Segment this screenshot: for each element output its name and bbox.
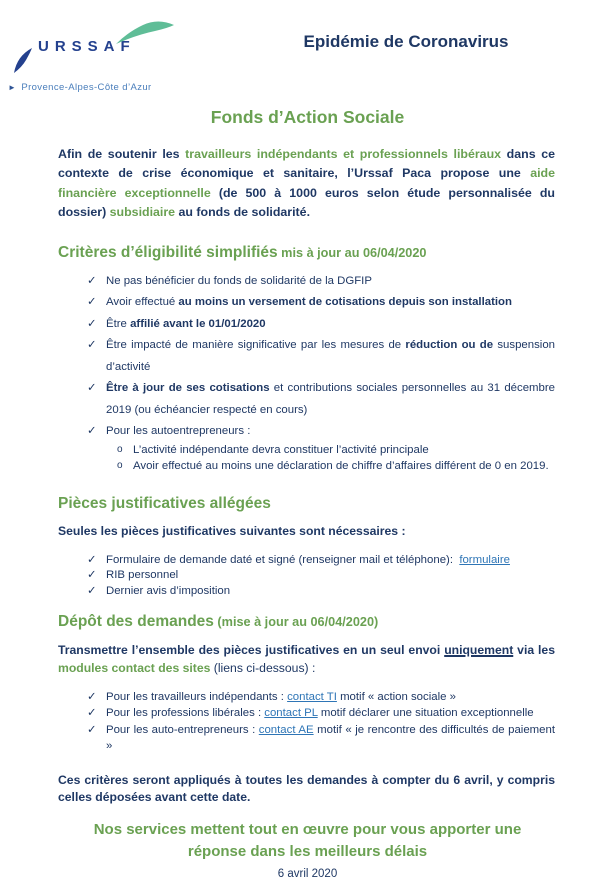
text-segment: dans ce contexte de crise économique et sanitaire, l’Urssaf Paca propose une [58, 147, 559, 181]
depot-heading-suffix: (mise à jour au 06/04/2020) [213, 614, 379, 629]
contact-ae-link[interactable]: contact AE [258, 723, 314, 736]
criteria-item [58, 335, 559, 378]
closing-message: Nos services mettent tout en œuvre pour vous apporter une réponse dans les meilleurs délais [93, 820, 522, 860]
text-segment: (de 500 à 1000 euros selon étude personnalisée du dossier) [58, 185, 559, 220]
doc-title: Fonds d’Action Sociale [210, 107, 405, 127]
check-icon: ✓ [87, 585, 97, 598]
contact-ti-link[interactable]: contact TI [287, 691, 337, 704]
text-segment: uniquement [444, 643, 514, 658]
criteria-item [58, 421, 555, 442]
sub-item [58, 443, 555, 458]
footer-note: Ces critères seront appliqués à toutes les demandes à compter du 6 avril, y compris celles déposées avant cette date. [58, 773, 555, 805]
criteria-heading [0, 244, 615, 263]
circle-bullet-icon: o [117, 459, 123, 471]
pieces-item [58, 553, 555, 569]
section-criteria [0, 244, 615, 473]
text-segment: aide financière exceptionnelle [58, 166, 559, 200]
check-icon: ✓ [87, 553, 97, 566]
text-segment: modules contact des sites [58, 660, 211, 675]
criteria-item [58, 314, 555, 335]
text-segment: Pour les auto-entrepreneurs : [106, 723, 259, 736]
autoentrepreneur-sublist [0, 443, 615, 473]
criteria-heading-text: Critères d’éligibilité simplifiés [58, 244, 278, 262]
text-segment: Dernier avis d’imposition [106, 585, 231, 598]
formulaire-link[interactable]: formulaire [459, 553, 510, 566]
depot-heading [0, 613, 615, 632]
pieces-item [58, 568, 555, 584]
pieces-item [58, 584, 555, 600]
circle-bullet-icon: o [117, 444, 123, 456]
criteria-item [58, 292, 555, 313]
text-segment: Afin de soutenir les [58, 147, 186, 161]
text-segment: et contributions sociales personnelles au 31 décembre 2019 (ou échéancier respecté en cours) [106, 382, 559, 416]
text-segment: motif « action sociale » [336, 691, 456, 704]
contact-pl-link[interactable]: contact PL [264, 707, 318, 720]
text-segment: suspension d’activité [106, 339, 559, 373]
depot-item [58, 705, 555, 721]
pieces-heading: Pièces justificatives allégées [58, 494, 271, 512]
comma-swoosh-icon [12, 48, 34, 74]
text-segment: Être à jour de ses cotisations [106, 382, 270, 395]
region-breadcrumb [0, 74, 615, 93]
page-title: Epidémie de Coronavirus [303, 32, 509, 51]
text-segment: au moins un versement de cotisations depuis son installation [178, 296, 512, 309]
check-icon: ✓ [87, 569, 97, 582]
text-segment: via les [513, 643, 559, 658]
text-segment: Pour les travailleurs indépendants : [106, 691, 288, 704]
check-icon: ✓ [87, 691, 97, 704]
text-segment: (liens ci-dessous) : [210, 660, 316, 675]
criteria-item [58, 271, 555, 292]
text-segment: Avoir effectué [106, 296, 179, 309]
check-icon: ✓ [87, 274, 97, 287]
urssaf-logo [0, 12, 215, 74]
text-segment: affilié avant le 01/01/2020 [130, 317, 266, 330]
text-segment: Pour les professions libérales : [106, 707, 265, 720]
text-segment: Transmettre l’ensemble des pièces justificatives en un seul envoi [58, 643, 445, 658]
sub-item [58, 459, 555, 474]
criteria-item [58, 378, 559, 421]
section-depot [0, 613, 615, 754]
text-segment: au fonds de solidarité. [175, 205, 311, 220]
text-segment: motif « je rencontre des difficultés de paiement » [106, 723, 559, 752]
section-pieces [0, 495, 615, 600]
text-segment: réduction ou de [405, 339, 494, 352]
check-icon: ✓ [87, 296, 97, 309]
text-segment: L’activité indépendante devra constituer l’activité principale [133, 444, 429, 457]
doc-date: 6 avril 2020 [277, 868, 338, 880]
text-segment: Être impacté de manière significative par les mesures de [106, 339, 406, 352]
text-segment: travailleurs indépendants et professionnels libéraux [185, 147, 502, 161]
logo-text: URSSAF [38, 38, 136, 55]
check-icon: ✓ [87, 317, 97, 330]
footer [0, 772, 615, 880]
pieces-list [0, 553, 615, 600]
text-segment: Être [106, 317, 131, 330]
text-segment: Pour les autoentrepreneurs : [106, 425, 251, 438]
criteria-heading-suffix: mis à jour au 06/04/2020 [277, 246, 427, 261]
criteria-list [0, 271, 615, 443]
text-segment: Avoir effectué au moins une déclaration de chiffre d’affaires différent de 0 en 2019. [133, 459, 549, 472]
check-icon: ✓ [87, 723, 97, 736]
text-segment: motif déclarer une situation exceptionnelle [317, 707, 534, 720]
pieces-lead: Seules les pièces justificatives suivantes sont nécessaires : [58, 524, 406, 539]
text-segment: Ne pas bénéficier du fonds de solidarité de la DGFIP [106, 274, 372, 287]
region-label: Provence-Alpes-Côte d’Azur [21, 82, 152, 93]
text-segment: RIB personnel [106, 569, 179, 582]
arrow-right-icon: ► [8, 83, 17, 92]
depot-heading-text: Dépôt des demandes [58, 612, 214, 630]
depot-item [58, 689, 555, 705]
check-icon: ✓ [87, 339, 97, 352]
text-segment: subsidiaire [109, 205, 176, 220]
depot-lead [0, 642, 615, 677]
check-icon: ✓ [87, 707, 97, 720]
depot-item [58, 722, 559, 754]
text-segment: Formulaire de demande daté et signé (renseigner mail et téléphone): [106, 553, 460, 566]
intro-paragraph [0, 145, 615, 222]
check-icon: ✓ [87, 382, 97, 395]
header [0, 0, 615, 74]
green-swoosh-icon [116, 20, 174, 44]
check-icon: ✓ [87, 425, 97, 438]
depot-list [0, 689, 615, 754]
